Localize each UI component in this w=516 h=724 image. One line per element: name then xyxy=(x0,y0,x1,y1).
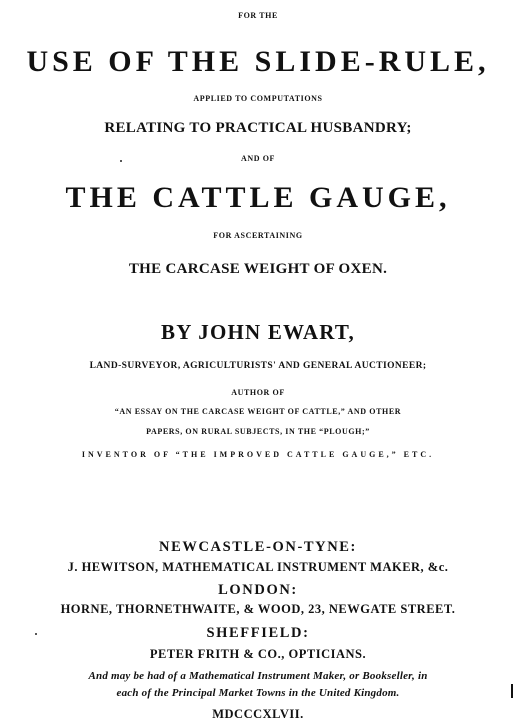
publisher-horne: HORNE, THORNETHWAITE, & WOOD, 23, NEWGATE STREET. xyxy=(60,602,456,616)
carcase-line: THE CARCASE WEIGHT OF OXEN. xyxy=(128,261,388,277)
edge-mark xyxy=(511,684,513,698)
papers-line: PAPERS, ON RURAL SUBJECTS, IN THE “PLOUGH;” xyxy=(146,427,370,436)
note-line-1: And may be had of a Mathematical Instrument Maker, or Bookseller, in xyxy=(88,670,428,682)
author-of-line: AUTHOR OF xyxy=(231,388,285,397)
and-of-line: AND OF xyxy=(240,154,276,163)
main-title: USE OF THE SLIDE-RULE, xyxy=(26,45,490,78)
city-sheffield: SHEFFIELD: xyxy=(206,625,310,641)
for-the-line: FOR THE xyxy=(238,11,278,20)
note-line-2: each of the Principal Market Towns in the United Kingdom. xyxy=(116,687,400,699)
publisher-frith: PETER FRITH & CO., OPTICIANS. xyxy=(149,647,367,661)
author-line: BY JOHN EWART, xyxy=(161,320,355,344)
city-newcastle: NEWCASTLE-ON-TYNE: xyxy=(159,539,357,555)
for-ascertaining-line: FOR ASCERTAINING xyxy=(213,231,303,240)
second-title: THE CATTLE GAUGE, xyxy=(65,181,451,214)
applied-line: APPLIED TO COMPUTATIONS xyxy=(193,94,323,103)
imprint-date: MDCCCXLVII. xyxy=(212,707,304,721)
essay-line: “AN ESSAY ON THE CARCASE WEIGHT OF CATTLE,” AND OTHER xyxy=(114,407,402,416)
city-london: LONDON: xyxy=(218,582,298,598)
author-roles: LAND-SURVEYOR, AGRICULTURISTS' AND GENERAL AUCTIONEER; xyxy=(89,361,427,371)
publisher-hewitson: J. HEWITSON, MATHEMATICAL INSTRUMENT MAKER, &c. xyxy=(67,560,449,574)
relating-line: RELATING TO PRACTICAL HUSBANDRY; xyxy=(104,120,412,136)
inventor-line: INVENTOR OF “THE IMPROVED CATTLE GAUGE,” ETC. xyxy=(81,450,435,459)
